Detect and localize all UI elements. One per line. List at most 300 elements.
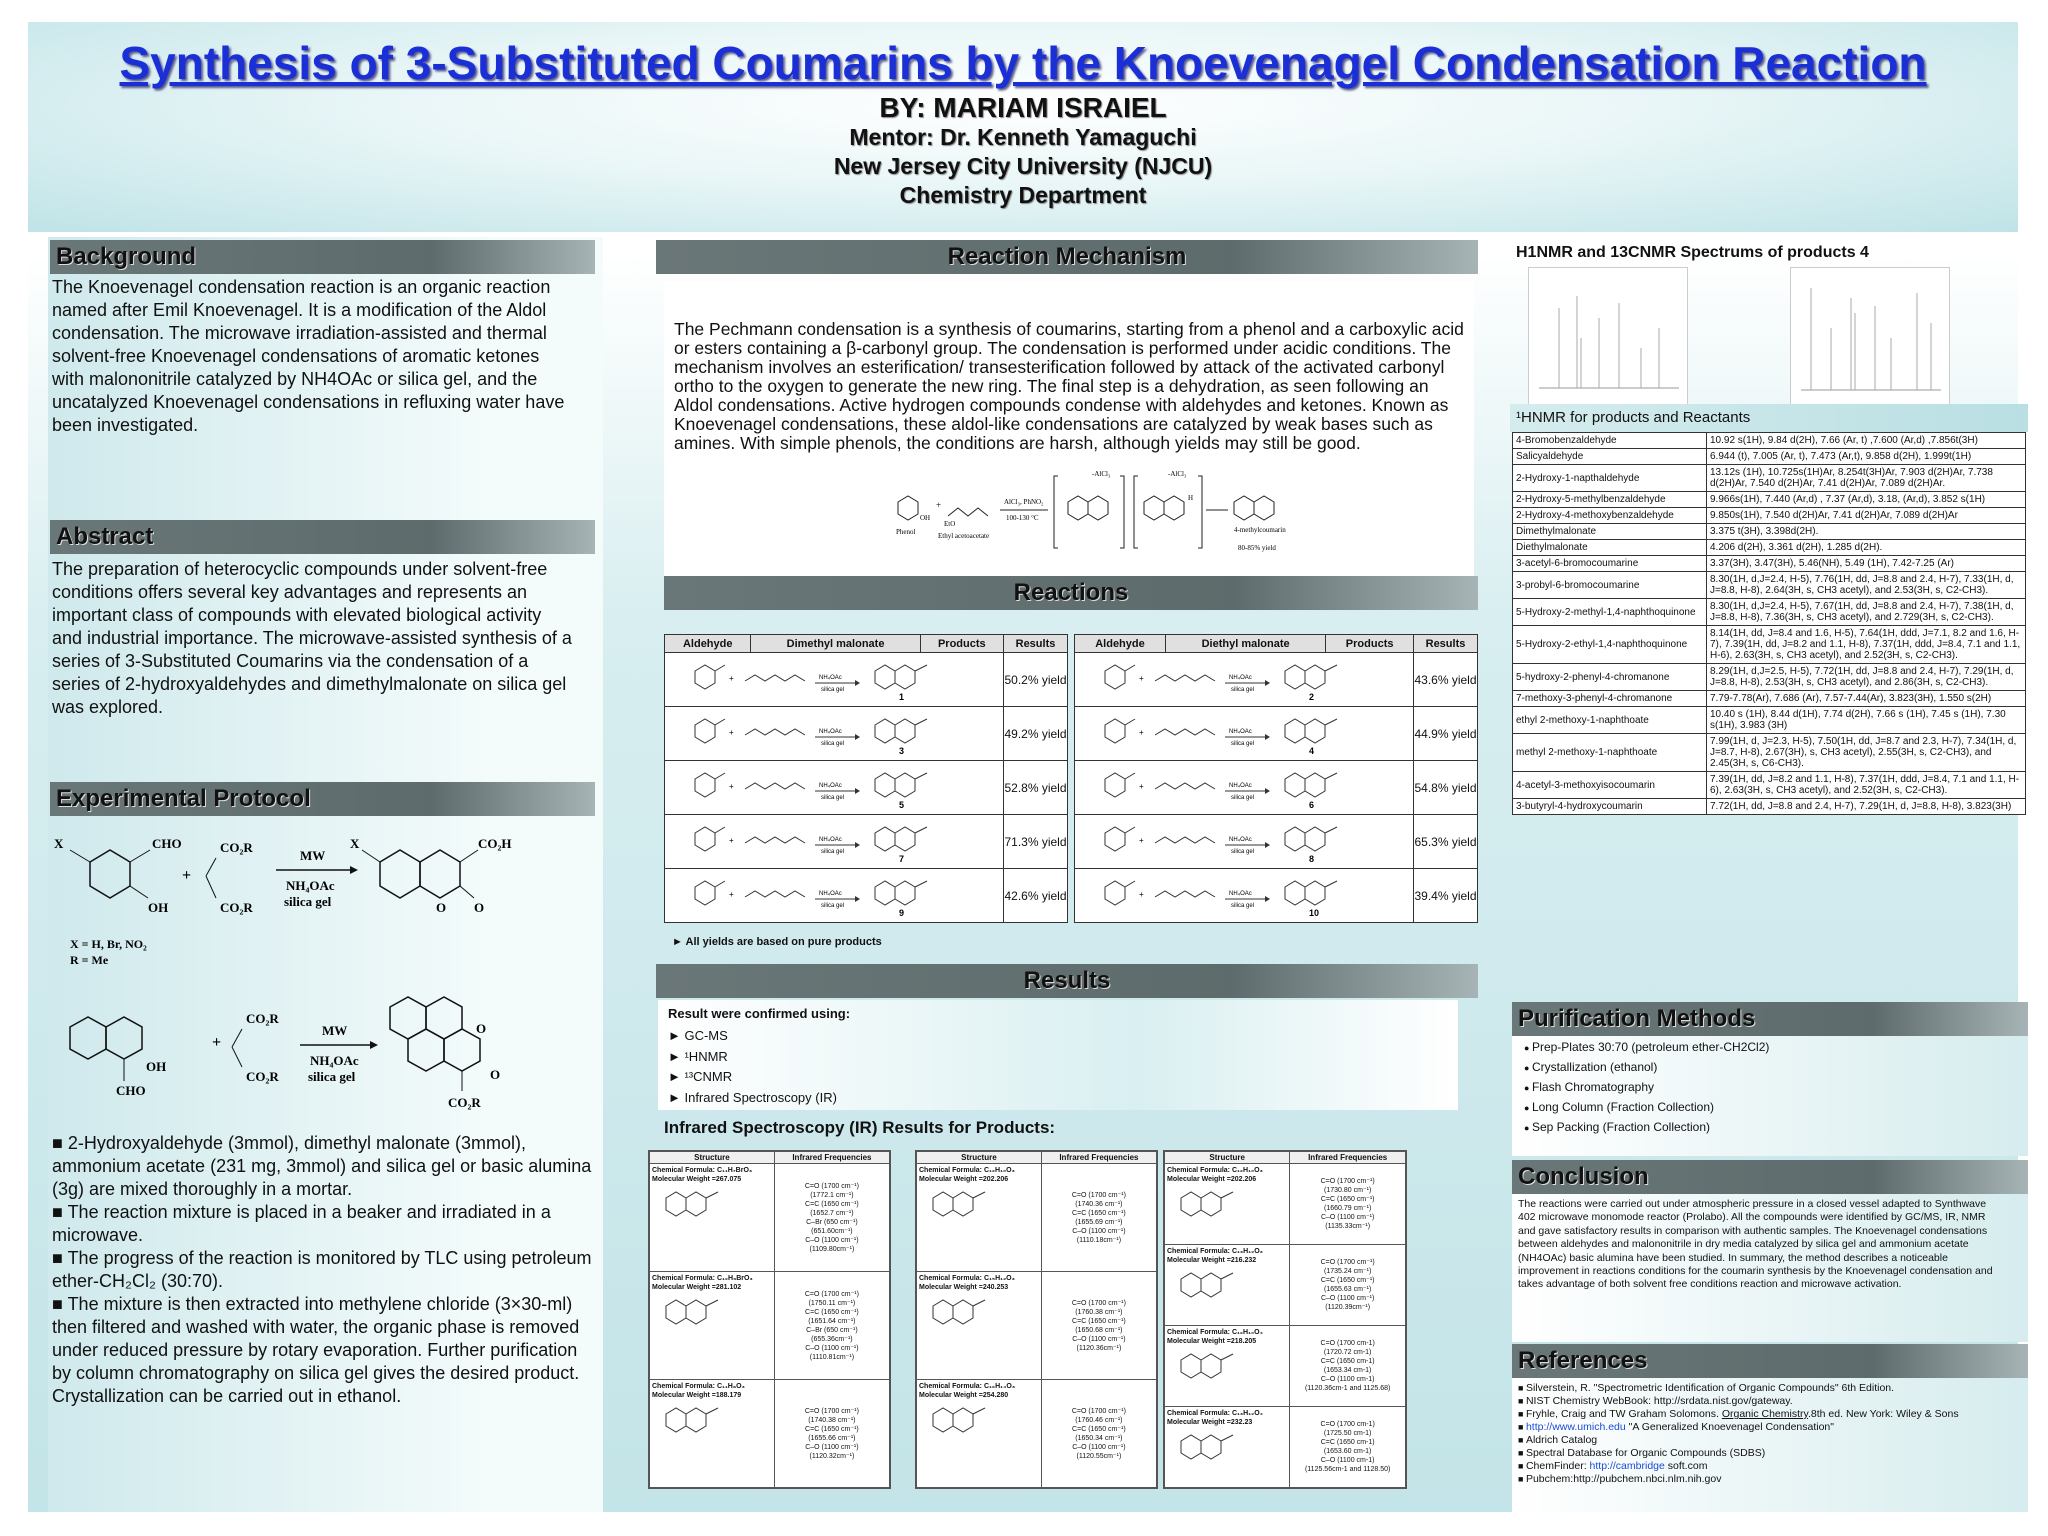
chemical-formula: Chemical Formula: C₁₁H₈O₃ xyxy=(652,1383,745,1390)
reaction-structure-drawing xyxy=(1075,653,1405,703)
scheme2-co2r-product: CO₂R xyxy=(448,1095,481,1110)
purification-list xyxy=(1524,1038,1769,1138)
mech-eto: EtO xyxy=(944,520,956,528)
scheme1-co2r-top: CO₂R xyxy=(220,840,253,855)
table-row xyxy=(665,815,1068,869)
umich-link[interactable]: http://www.umich.edu xyxy=(1525,1421,1626,1433)
compound-name: 7-methoxy-3-phenyl-4-chromanone xyxy=(1513,691,1707,707)
chemical-formula: Chemical Formula: C₁₃H₁₂O₃ xyxy=(1167,1248,1263,1255)
scheme1-note-r: R = Me xyxy=(70,953,109,967)
support-label: silica gel xyxy=(821,903,845,909)
reactions-heading: Reactions xyxy=(664,576,1478,610)
reaction-structure-drawing xyxy=(665,653,995,703)
ir-frequencies: C=O (1700 cm⁻¹) (1730.80 cm⁻¹) C=C (1650 cm⁻¹) (1660.79 cm⁻¹) C–O (1100 cm⁻¹) (1135.33cm⁻¹) xyxy=(1290,1164,1406,1245)
scheme2-oh: OH xyxy=(146,1059,167,1074)
molecular-weight: Molecular Weight =281.102 xyxy=(652,1284,742,1291)
table-row xyxy=(1513,691,2026,707)
table-row xyxy=(1513,664,2026,691)
references-heading: References xyxy=(1512,1344,2028,1378)
chemical-formula: Chemical Formula: C₁₃H₁₂O₄ xyxy=(1167,1410,1263,1417)
reactions-note: ► All yields are based on pure products xyxy=(672,936,882,948)
col-aldehyde: Aldehyde xyxy=(665,635,751,653)
h1nmr-spectrum-image xyxy=(1528,267,1688,407)
table-row xyxy=(1165,1245,1406,1326)
ir-frequencies: C=O (1700 cm-1) (1720.72 cm-1) C=C (1650 cm-1) (1653.34 cm-1) C–O (1100 cm-1) (1120.36cm-1 and 1125.68) xyxy=(1290,1326,1406,1407)
compound-name: Salicyaldehyde xyxy=(1513,449,1707,465)
scheme1-co2r-bot: CO₂R xyxy=(220,900,253,915)
molecular-weight: Molecular Weight =202.206 xyxy=(919,1176,1009,1183)
scheme1-product-x: X xyxy=(350,836,360,851)
nmr-shifts: 8.30(1H, d,J=2.4, H-5), 7.76(1H, dd, J=8.8 and 2.4, H-7), 7.33(1H, d, J=8.8, H-8), 2.64(3H, s, CH3 acetyl), and 2.53(3H, s, C2-CH3). xyxy=(1707,572,2026,599)
mech-h: H xyxy=(1188,494,1194,502)
ir-col-header: Infrared Frequencies xyxy=(1041,1152,1156,1164)
scheme2-cho: CHO xyxy=(116,1083,146,1098)
poster-header xyxy=(28,22,2018,232)
reference-item: ■ Silverstein, R. "Spectrometric Identification of Organic Compounds" 6th Edition. xyxy=(1518,1382,2018,1395)
reference-item: ■ Pubchem:http://pubchem.nbci.nlm.nih.gov xyxy=(1518,1473,2018,1486)
product-number: 5 xyxy=(899,800,905,810)
svg-text:+: + xyxy=(729,890,734,899)
scheme1-ring-o: O xyxy=(436,900,447,915)
reaction-structure-drawing xyxy=(1075,869,1405,919)
chemical-formula: Chemical Formula: C₁₅H₁₂O₃ xyxy=(919,1275,1015,1282)
nmr-shifts: 7.99(1H, d, J=2.3, H-5), 7.50(1H, dd, J=8.7 and 2.3, H-7), 7.34(1H, d, J=8.7, H-8), 2.67(3H), s, CH3 acetyl), 2.55(3H, s, C2-CH3), and 2.45(3H, s, C6-CH3). xyxy=(1707,734,2026,772)
ir-structure-cell xyxy=(917,1380,1042,1488)
table-row xyxy=(1513,799,2026,815)
reaction-structure-drawing xyxy=(665,761,995,811)
mechanism-text: The Pechmann condensation is a synthesis of coumarins, starting from a phenol and a carboxylic acid or esters containing a β-carbonyl group. The condensation is performed under acidic conditions. The mechanism involves an esterification/ transesterification followed by attack of the activated carbonyl ortho to the oxygen to generate the new ring. The final step is a dehydration, as seen following an Aldol condensations. Active hydrogen compounds condense with aldehydes and ketones. Known as Knoevenagel condensations, these aldol-like condensations are catalyzed by weak bases such as amines. With simple phenols, the conditions are harsh, although yields may still be good. xyxy=(674,320,1464,453)
ir-frequencies: C=O (1700 cm⁻¹) (1740.36 cm⁻¹) C=C (1650 cm⁻¹) (1655.69 cm⁻¹) C–O (1100 cm⁻¹) (1110.18cm⁻¹) xyxy=(1041,1164,1156,1272)
molecular-weight: Molecular Weight =240.253 xyxy=(919,1284,1009,1291)
reference-item: ■ http://www.umich.edu "A Generalized Knoevenagel Condensation" xyxy=(1518,1421,2018,1434)
nmr-shifts: 7.79-7.78(Ar), 7.686 (Ar), 7.57-7.44(Ar), 3.823(3H), 1.550 s(2H) xyxy=(1707,691,2026,707)
mech-yield: 80-85% yield xyxy=(1238,544,1276,552)
nmr-shifts: 8.14(1H, dd, J=8.4 and 1.6, H-5), 7.64(1H, ddd, J=7.1, 8.2 and 1.6, H-7), 7.39(1H, dd, J=8.2 and 1.1, H-8), 7.37(1H, ddd, J=8.4, 7.1 and 1.1, H-6), 2.63(3H, s, CH3 acetyl), and 2.52(3H, s, C2-CH3). xyxy=(1707,626,2026,664)
results-method: ► ¹HNMR xyxy=(668,1048,728,1064)
scheme1-x-label: X xyxy=(54,836,64,851)
reaction-result: 43.6% yield xyxy=(1414,653,1478,707)
reaction-structure-drawing xyxy=(1075,761,1405,811)
reference-item: ■ ChemFinder: http://cambridge soft.com xyxy=(1518,1460,2018,1473)
ir-frequencies: C=O (1700 cm⁻¹) (1760.38 cm⁻¹) C=C (1650 cm⁻¹) (1650.68 cm⁻¹) C–O (1100 cm⁻¹) (1120.36cm⁻¹) xyxy=(1041,1272,1156,1380)
ir-frequencies: C=O (1700 cm⁻¹) (1750.11 cm⁻¹) C=C (1650 cm⁻¹) (1651.64 cm⁻¹) C–Br (650 cm⁻¹) (655.36cm⁻¹) C–O (1100 cm⁻¹) (1110.81cm⁻¹) xyxy=(774,1272,889,1380)
table-row xyxy=(917,1164,1157,1272)
scheme1-oh-label: OH xyxy=(148,900,169,915)
ir-col-header: Structure xyxy=(650,1152,775,1164)
table-row xyxy=(665,761,1068,815)
reaction-result: 39.4% yield xyxy=(1414,869,1478,923)
support-label: silica gel xyxy=(821,795,845,801)
ir-structure-cell xyxy=(917,1272,1042,1380)
chemical-formula: Chemical Formula: C₁₂H₁₀O₃ xyxy=(1167,1167,1263,1174)
table-row xyxy=(1513,772,2026,799)
table-row xyxy=(650,1380,890,1488)
scheme1-mw: MW xyxy=(300,848,326,863)
product-number: 3 xyxy=(899,746,905,756)
reaction-scheme xyxy=(1075,653,1414,707)
catalyst-label: NH₄OAc xyxy=(1229,675,1252,681)
compound-name: 5-hydroxy-2-phenyl-4-chromanone xyxy=(1513,664,1707,691)
nmr-shifts: 10.92 s(1H), 9.84 d(2H), 7.66 (Ar, t) ,7.600 (Ar,d) ,7.856t(3H) xyxy=(1707,433,2026,449)
reaction-result: 54.8% yield xyxy=(1414,761,1478,815)
scheme1-carbonyl-o: O xyxy=(474,900,485,915)
ir-structure-drawing xyxy=(919,1184,999,1224)
ir-structure-drawing xyxy=(1167,1184,1247,1224)
list-item: ● Crystallization (ethanol) xyxy=(1524,1058,1769,1078)
scheme2-carbonyl-o: O xyxy=(490,1067,501,1082)
scheme2-co2r-top: CO₂R xyxy=(246,1011,279,1026)
table-row xyxy=(1513,734,2026,772)
table-row xyxy=(665,653,1068,707)
ir-frequencies: C=O (1700 cm⁻¹) (1760.46 cm⁻¹) C=C (1650 cm⁻¹) (1650.34 cm⁻¹) C–O (1100 cm⁻¹) (1120.55cm⁻¹) xyxy=(1041,1380,1156,1488)
catalyst-label: NH₄OAc xyxy=(819,837,842,843)
mech-phenol-label: Phenol xyxy=(896,528,916,536)
catalyst-label: NH₄OAc xyxy=(1229,783,1252,789)
table-row xyxy=(1513,626,2026,664)
ir-structure-cell xyxy=(917,1164,1042,1272)
svg-text:+: + xyxy=(1139,890,1144,899)
reaction-scheme xyxy=(1075,707,1414,761)
scheme2-mw: MW xyxy=(322,1023,348,1038)
table-row xyxy=(1075,869,1478,923)
poster xyxy=(28,22,2021,1512)
ir-structure-cell xyxy=(1165,1164,1290,1245)
scheme1-support: silica gel xyxy=(284,894,332,909)
support-label: silica gel xyxy=(1231,687,1255,693)
reaction-scheme xyxy=(665,653,1004,707)
ir-frequencies: C=O (1700 cm⁻¹) (1740.38 cm⁻¹) C=C (1650 cm⁻¹) (1655.66 cm⁻¹) C–O (1100 cm⁻¹) (1120.32cm⁻¹) xyxy=(774,1380,889,1488)
compound-name: 4-Bromobenzaldehyde xyxy=(1513,433,1707,449)
ir-structure-drawing xyxy=(652,1184,732,1224)
references-list xyxy=(1518,1382,2018,1486)
reference-item: ■ Fryhle, Craig and TW Graham Solomons. Organic Chemistry.8th ed. New York: Wiley & Sons xyxy=(1518,1408,2018,1421)
svg-text:+: + xyxy=(729,674,734,683)
protocol-scheme-2 xyxy=(50,987,550,1137)
nmr-shifts: 10.40 s (1H), 8.44 d(1H), 7.74 d(2H), 7.66 s (1H), 7.45 s (1H), 7.30 s(1H), 3.983 (3H) xyxy=(1707,707,2026,734)
reaction-scheme xyxy=(665,815,1004,869)
table-row xyxy=(917,1380,1157,1488)
nmr-shifts: 7.39(1H, dd, J=8.2 and 1.1, H-8), 7.37(1H, ddd, J=8.4, 7.1 and 1.1, H-6), 2.63(3H, s, CH3 acetyl), and 2.52(3H, s, C2-CH3). xyxy=(1707,772,2026,799)
product-number: 9 xyxy=(899,908,905,918)
spectra-heading: H1NMR and 13CNMR Spectrums of products 4 xyxy=(1516,244,1869,261)
ir-col-header: Structure xyxy=(1165,1152,1290,1164)
ir-structure-drawing xyxy=(919,1400,999,1440)
abstract-heading: Abstract xyxy=(50,520,595,554)
product-number: 10 xyxy=(1309,908,1320,918)
compound-name: 3-acetyl-6-bromocoumarine xyxy=(1513,556,1707,572)
purification-heading: Purification Methods xyxy=(1512,1002,2028,1036)
catalyst-label: NH₄OAc xyxy=(819,675,842,681)
ir-structure-drawing xyxy=(1167,1265,1247,1305)
support-label: silica gel xyxy=(1231,741,1255,747)
reaction-result: 52.8% yield xyxy=(1004,761,1068,815)
conclusion-text: The reactions were carried out under atmospheric pressure in a closed vessel adapted to Synthwave 402 microwave monomode reactor (Prolabo). All the compounds were identified by GC/MS, IR, NMR and gave satisfactory results in comparison with authentic samples. The Knoevenagel condensations between aldehydes and malononitrile in dry media catalyzed by silica gel and ammonium acetate (NH4OAc) basic alumina have been studied. In summary, the method describes a noticeable improvement in reactions conditions for the coumarin synthesis by the Knoevenagel condensation and takes advantage of both solvent free conditions reaction and microwave activation. xyxy=(1518,1198,1993,1291)
support-label: silica gel xyxy=(821,849,845,855)
conclusion-heading: Conclusion xyxy=(1512,1160,2028,1194)
scheme2-co2r-bot: CO₂R xyxy=(246,1069,279,1084)
compound-name: 4-acetyl-3-methoxyisocoumarin xyxy=(1513,772,1707,799)
nmr-shifts: 13.12s (1H), 10.725s(1H)Ar, 8.254t(3H)Ar, 7.903 d(2H)Ar, 7.738 d(2H)Ar, 7.540 d(2H)Ar, 7.41 d(2H)Ar, 7.089 d(2H)Ar. xyxy=(1707,465,2026,492)
scheme2-plus: + xyxy=(212,1034,222,1051)
abstract-text: The preparation of heterocyclic compounds under solvent-free conditions offers several key advantages and represents an important class of compounds with elevated biological activity and industrial importance. The microwave-assisted synthesis of a series of 3-Substituted Coumarins via the condensation of a series of 2-hydroxyaldehydes and dimethylmalonate on silica gel was explored. xyxy=(52,559,572,717)
results-heading: Results xyxy=(656,964,1478,998)
support-label: silica gel xyxy=(821,741,845,747)
hnmr-table-heading: ¹HNMR for products and Reactants xyxy=(1510,404,2028,432)
support-label: silica gel xyxy=(821,687,845,693)
svg-text:+: + xyxy=(1139,836,1144,845)
product-number: 2 xyxy=(1309,692,1315,702)
catalyst-label: NH₄OAc xyxy=(1229,891,1252,897)
table-row xyxy=(665,707,1068,761)
poster-title: Synthesis of 3-Substituted Coumarins by the Knoevenagel Condensation Reaction xyxy=(119,37,1927,89)
reference-item: ■ Spectral Database for Organic Compounds (SDBS) xyxy=(1518,1447,2018,1460)
table-row xyxy=(650,1164,890,1272)
ir-table xyxy=(1163,1150,1407,1489)
nmr-shifts: 8.29(1H, d,J=2.5, H-5), 7.72(1H, dd, J=8.8 and 2.4, H-7), 7.29(1H, d, J=8.8, H-8), 2.53(3H, s, CH3 acetyl), and 2.86(3H, s, C2-CH3). xyxy=(1707,664,2026,691)
nmr-shifts: 9.850s(1H), 7.540 d(2H)Ar, 7.41 d(2H)Ar, 7.089 d(2H)Ar xyxy=(1707,508,2026,524)
svg-text:+: + xyxy=(729,836,734,845)
background-text: The Knoevenagel condensation reaction is an organic reaction named after Emil Knoevenagel. It is a modification of the Aldol condensation. The microwave irradiation-assisted and thermal solvent-free Knoevenagel condensations of aromatic ketones with malononitrile catalyzed by NH4OAc or silica gel, and the uncatalyzed Knoevenagel condensations in refluxing water have been investigated. xyxy=(52,277,565,435)
mech-alcl3-a: -AlCl₃ xyxy=(1092,470,1111,478)
compound-name: 2-Hydroxy-5-methylbenzaldehyde xyxy=(1513,492,1707,508)
table-row xyxy=(1513,508,2026,524)
ir-structure-cell xyxy=(1165,1407,1290,1488)
scheme1-catalyst: NH₄OAc xyxy=(286,878,335,893)
table-row xyxy=(1513,433,2026,449)
nmr-shifts: 3.375 t(3H), 3.398d(2H). xyxy=(1707,524,2026,540)
table-row xyxy=(1513,492,2026,508)
reaction-scheme xyxy=(1075,815,1414,869)
c13nmr-spectrum-image xyxy=(1790,267,1950,407)
nmr-shifts: 3.37(3H), 3.47(3H), 5.46(NH), 5.49 (1H), 7.42-7.25 (Ar) xyxy=(1707,556,2026,572)
ir-structure-drawing xyxy=(919,1292,999,1332)
svg-text:+: + xyxy=(729,728,734,737)
chemical-formula: Chemical Formula: C₁₂H₉BrO₃ xyxy=(652,1275,753,1282)
table-row xyxy=(1513,465,2026,492)
results-method: ► ¹³CNMR xyxy=(668,1069,733,1084)
ir-frequencies: C=O (1700 cm-1) (1725.50 cm-1) C=C (1650 cm-1) (1653.60 cm-1) C–O (1100 cm-1) (1125.56cm-1 and 1128.50) xyxy=(1290,1407,1406,1488)
reaction-scheme xyxy=(1075,761,1414,815)
scheme1-plus: + xyxy=(182,867,192,884)
mech-alcl3-b: -AlCl₃ xyxy=(1168,470,1187,478)
product-number: 4 xyxy=(1309,746,1315,756)
molecular-weight: Molecular Weight =218.205 xyxy=(1167,1338,1257,1345)
table-row xyxy=(1513,599,2026,626)
nmr-shifts: 6.944 (t), 7.005 (Ar, t), 7.473 (Ar,t), 9.858 d(2H), 1.999t(1H) xyxy=(1707,449,2026,465)
hnmr-table xyxy=(1512,432,2026,815)
col-products: Products xyxy=(1326,635,1414,653)
svg-text:+: + xyxy=(1139,782,1144,791)
table-row xyxy=(917,1272,1157,1380)
reaction-structure-drawing xyxy=(1075,815,1405,865)
mech-temp: 100-130 °C xyxy=(1006,514,1039,522)
protocol-heading: Experimental Protocol xyxy=(50,782,595,816)
chemical-formula: Chemical Formula: C₁₂H₁₀O₃ xyxy=(919,1167,1015,1174)
list-item: ● Sep Packing (Fraction Collection) xyxy=(1524,1118,1769,1138)
molecular-weight: Molecular Weight =232.23 xyxy=(1167,1419,1253,1426)
list-item: ● Flash Chromatography xyxy=(1524,1078,1769,1098)
product-number: 6 xyxy=(1309,800,1315,810)
catalyst-label: NH₄OAc xyxy=(819,783,842,789)
ir-frequencies: C=O (1700 cm⁻¹) (1735.24 cm⁻¹) C=C (1650 cm⁻¹) (1655.63 cm⁻¹) C–O (1100 cm⁻¹) (1120.39cm⁻¹) xyxy=(1290,1245,1406,1326)
table-row xyxy=(1513,707,2026,734)
mech-plus: + xyxy=(936,500,942,510)
col-products: Products xyxy=(920,635,1003,653)
ir-structure-cell xyxy=(1165,1245,1290,1326)
protocol-step: ■ The reaction mixture is placed in a beaker and irradiated in a microwave. xyxy=(52,1202,551,1245)
scheme2-catalyst: NH₄OAc xyxy=(310,1053,359,1068)
svg-text:+: + xyxy=(1139,728,1144,737)
nmr-shifts: 8.30(1H, d,J=2.4, H-5), 7.67(1H, dd, J=8.8 and 2.4, H-7), 7.38(1H, d, J=8.8, H-8), 7.36(3H, s, CH3 acetyl), and 2.729(3H, s, C2-CH3). xyxy=(1707,599,2026,626)
table-row xyxy=(650,1272,890,1380)
scheme2-ring-o: O xyxy=(476,1021,487,1036)
reactions-table-diethyl xyxy=(1074,634,1478,923)
svg-text:+: + xyxy=(1139,674,1144,683)
mech-ester-label: Ethyl acetoacetate xyxy=(938,532,990,540)
reaction-structure-drawing xyxy=(665,815,995,865)
molecular-weight: Molecular Weight =254.280 xyxy=(919,1392,1009,1399)
ir-structure-drawing xyxy=(652,1400,732,1440)
chemical-formula: Chemical Formula: C₁₂H₁₀O₄ xyxy=(1167,1329,1263,1336)
compound-name: 2-Hydroxy-4-methoxybenzaldehyde xyxy=(1513,508,1707,524)
compound-name: 3-probyl-6-bromocoumarine xyxy=(1513,572,1707,599)
mech-oh: OH xyxy=(920,514,931,522)
list-item: ● Prep-Plates 30:70 (petroleum ether-CH2Cl2) xyxy=(1524,1038,1769,1058)
reaction-result: 44.9% yield xyxy=(1414,707,1478,761)
reaction-scheme xyxy=(665,707,1004,761)
mech-reagent: AlCl₃, PhNO₂ xyxy=(1004,498,1044,506)
protocol-step: ■ The progress of the reaction is monitored by TLC using petroleum ether-CH₂Cl₂ (30:70). xyxy=(52,1248,592,1291)
ir-table xyxy=(648,1150,891,1489)
protocol-scheme-1 xyxy=(50,832,550,992)
protocol-step: ■ The mixture is then extracted into methylene chloride (3×30-ml) then filtered and washed with water, the organic phase is removed under reduced pressure by rotary evaporation. Further purification by column chromatography on silica gel gives the desired product. Crystallization can be carried out in ethanol. xyxy=(52,1294,580,1406)
ir-structure-cell xyxy=(650,1380,775,1488)
reaction-result: 49.2% yield xyxy=(1004,707,1068,761)
ir-table xyxy=(915,1150,1158,1489)
reaction-structure-drawing xyxy=(665,707,995,757)
scheme1-note-x: X = H, Br, NO₂ xyxy=(70,937,147,951)
scheme2-support: silica gel xyxy=(308,1069,356,1084)
table-row xyxy=(1075,707,1478,761)
reaction-result: 42.6% yield xyxy=(1004,869,1068,923)
reaction-scheme xyxy=(665,869,1004,923)
compound-name: 2-Hydroxy-1-napthaldehyde xyxy=(1513,465,1707,492)
table-row xyxy=(1165,1164,1406,1245)
compound-name: methyl 2-methoxy-1-naphthoate xyxy=(1513,734,1707,772)
ir-col-header: Structure xyxy=(917,1152,1042,1164)
molecular-weight: Molecular Weight =188.179 xyxy=(652,1392,742,1399)
chemical-formula: Chemical Formula: C₁₁H₇BrO₃ xyxy=(652,1167,753,1174)
table-row xyxy=(1075,761,1478,815)
results-methods xyxy=(668,1026,837,1108)
table-row xyxy=(1513,524,2026,540)
col-malonate: Diethyl malonate xyxy=(1165,635,1325,653)
department: Chemistry Department xyxy=(899,182,1147,208)
ir-structure-cell xyxy=(1165,1326,1290,1407)
author: BY: MARIAM ISRAIEL xyxy=(879,92,1167,123)
ir-col-header: Infrared Frequencies xyxy=(1290,1152,1406,1164)
reactions-table-dimethyl xyxy=(664,634,1068,923)
university: New Jersey City University (NJCU) xyxy=(833,153,1213,179)
reaction-result: 50.2% yield xyxy=(1004,653,1068,707)
table-row xyxy=(1513,556,2026,572)
molecular-weight: Molecular Weight =202.206 xyxy=(1167,1176,1257,1183)
compound-name: Dimethylmalonate xyxy=(1513,524,1707,540)
reaction-result: 65.3% yield xyxy=(1414,815,1478,869)
results-confirmed: Result were confirmed using: xyxy=(668,1006,851,1021)
compound-name: 5-Hydroxy-2-ethyl-1,4-naphthoquinone xyxy=(1513,626,1707,664)
reaction-result: 71.3% yield xyxy=(1004,815,1068,869)
table-row xyxy=(665,869,1068,923)
nmr-shifts: 9.966s(1H), 7.440 (Ar,d) , 7.37 (Ar,d), 3.18, (Ar,d), 3.852 s(1H) xyxy=(1707,492,2026,508)
mentor: Mentor: Dr. Kenneth Yamaguchi xyxy=(849,124,1197,150)
reference-item: ■ NIST Chemistry WebBook: http://srdata.nist.gov/gateway. xyxy=(1518,1395,2018,1408)
protocol-step: ■ 2-Hydroxyaldehyde (3mmol), dimethyl malonate (3mmol), ammonium acetate (231 mg, 3mmol) and silica gel or basic alumina (3g) are mixed thoroughly in a mortar. xyxy=(52,1133,592,1199)
reaction-structure-drawing xyxy=(1075,707,1405,757)
catalyst-label: NH₄OAc xyxy=(1229,837,1252,843)
table-row xyxy=(1513,449,2026,465)
ir-heading: Infrared Spectroscopy (IR) Results for Products: xyxy=(664,1118,1056,1137)
product-number: 1 xyxy=(899,692,905,702)
product-number: 8 xyxy=(1309,854,1315,864)
support-label: silica gel xyxy=(1231,903,1255,909)
molecular-weight: Molecular Weight =267.075 xyxy=(652,1176,742,1183)
ir-structure-cell xyxy=(650,1272,775,1380)
table-row xyxy=(1513,572,2026,599)
nmr-shifts: 7.72(1H, dd, J=8.8 and 2.4, H-7), 7.29(1H, d, J=8.8, H-8), 3.823(3H) xyxy=(1707,799,2026,815)
cambridge-link[interactable]: http://cambridge xyxy=(1589,1460,1665,1472)
reaction-scheme xyxy=(665,761,1004,815)
catalyst-label: NH₄OAc xyxy=(819,891,842,897)
catalyst-label: NH₄OAc xyxy=(1229,729,1252,735)
table-row xyxy=(1075,815,1478,869)
compound-name: 5-Hydroxy-2-methyl-1,4-naphthoquinone xyxy=(1513,599,1707,626)
svg-text:+: + xyxy=(729,782,734,791)
scheme1-cho-label: CHO xyxy=(152,836,182,851)
ir-structure-drawing xyxy=(1167,1427,1247,1467)
table-row xyxy=(1165,1407,1406,1488)
list-item: ● Long Column (Fraction Collection) xyxy=(1524,1098,1769,1118)
reaction-structure-drawing xyxy=(665,869,995,919)
col-malonate: Dimethyl malonate xyxy=(751,635,920,653)
chemical-formula: Chemical Formula: C₁₆H₁₄O₃ xyxy=(919,1383,1016,1390)
mechanism-scheme xyxy=(888,462,1308,572)
col-aldehyde: Aldehyde xyxy=(1075,635,1166,653)
ir-col-header: Infrared Frequencies xyxy=(774,1152,889,1164)
table-row xyxy=(1165,1326,1406,1407)
mechanism-heading: Reaction Mechanism xyxy=(656,240,1478,274)
ir-structure-drawing xyxy=(652,1292,732,1332)
compound-name: ethyl 2-methoxy-1-naphthoate xyxy=(1513,707,1707,734)
col-results: Results xyxy=(1414,635,1478,653)
support-label: silica gel xyxy=(1231,849,1255,855)
background-heading: Background xyxy=(50,240,595,274)
molecular-weight: Molecular Weight =216.232 xyxy=(1167,1257,1257,1264)
results-method: ► GC-MS xyxy=(668,1028,728,1043)
compound-name: 3-butyryl-4-hydroxycoumarin xyxy=(1513,799,1707,815)
col-results: Results xyxy=(1004,635,1068,653)
mech-product-label: 4-methylcoumarin xyxy=(1234,526,1286,534)
compound-name: Diethylmalonate xyxy=(1513,540,1707,556)
product-number: 7 xyxy=(899,854,905,864)
support-label: silica gel xyxy=(1231,795,1255,801)
reference-item: ■ Aldrich Catalog xyxy=(1518,1434,2018,1447)
results-method: ► Infrared Spectroscopy (IR) xyxy=(668,1089,837,1105)
ir-structure-cell xyxy=(650,1164,775,1272)
ir-frequencies: C=O (1700 cm⁻¹) (1772.1 cm⁻¹) C=C (1650 cm⁻¹) (1652.7 cm⁻¹) C–Br (650 cm⁻¹) (651.60cm⁻¹) C–O (1100 cm⁻¹) (1109.80cm⁻¹) xyxy=(774,1164,889,1272)
table-row xyxy=(1513,540,2026,556)
ir-structure-drawing xyxy=(1167,1346,1247,1386)
